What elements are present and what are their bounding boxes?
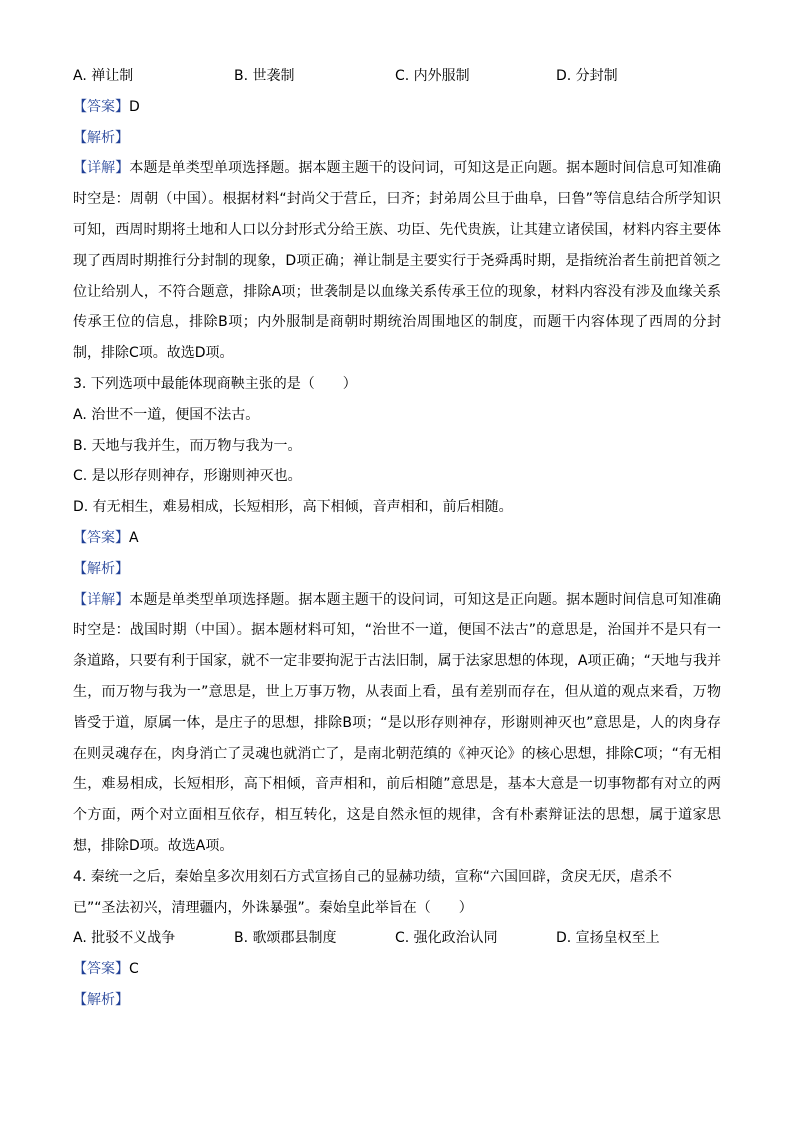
q3-option-a: A. 治世不一道，便国不法古。: [73, 406, 260, 423]
q4-option-b: B. 歌颂郡县制度: [234, 930, 337, 947]
q4-stem-line-2: 已”“圣法初兴，清理疆内，外诛暴强”。秦始皇此举旨在（ ）: [73, 899, 473, 916]
q4-answer: [73, 954, 721, 985]
q2-option-c: C. 内外服制: [395, 68, 470, 84]
q4-option-c: C. 强化政治认同: [395, 930, 498, 947]
q4-options: [73, 923, 721, 954]
q2-detail: [73, 153, 721, 369]
answer-tag: 【答案】: [73, 961, 129, 978]
q3-option-c: C. 是以形存则神存，形谢则神灭也。: [73, 468, 302, 485]
detail-tag: 【详解】: [73, 160, 130, 177]
q4-stem-line-1: 4. 秦统一之后，秦始皇多次用刻石方式宣扬自己的显赫功绩，宣称“六国回辟，贪戾无厌，虐杀不: [73, 868, 673, 885]
q4-option-a: A. 批驳不义战争: [73, 930, 176, 947]
analysis-tag: 【解析】: [73, 991, 129, 1008]
q4-analysis-heading: [73, 985, 721, 1016]
q4-option-d: D. 宣扬皇权至上: [556, 930, 660, 947]
answer-value: C: [129, 961, 139, 978]
analysis-tag: 【解析】: [73, 129, 129, 146]
q3-option-b: B. 天地与我并生，而万物与我为一。: [73, 437, 302, 454]
answer-value: A: [129, 529, 139, 546]
answer-tag: 【答案】: [73, 529, 129, 546]
q2-option-b: B. 世袭制: [234, 68, 295, 84]
detail-tag: 【详解】: [73, 591, 130, 608]
answer-tag: 【答案】: [73, 98, 129, 115]
q2-options: [73, 61, 721, 92]
answer-value: D: [129, 98, 140, 115]
q2-detail-text: 本题是单类型单项选择题。据本题主题干的设问词，可知这是正向题。据本题时间信息可知准确时空是：周朝（中国）。根据材料“封尚父于营丘，曰齐；封弟周公旦于曲阜，曰鲁”等信息结合所学知识可知，西周时期将土地和人口以分封形式分给王族、功臣、先代贵族，让其建立诸侯国，材料内容主要体现了西周时期推行分封制的现象，D项正确；禅让制是主要实行于尧舜禹时期，是指统治者生前把首领之位让给别人，不符合题意，排除A项；世袭制是以血缘关系传承王位的现象，材料内容没有涉及血缘关系传承王位的信息，排除B项；内外服制是商朝时期统治周围地区的制度，而题干内容体现了西周的分封制，排除C项。故选D项。: [73, 160, 722, 362]
q2-analysis-heading: [73, 123, 721, 154]
q2-option-d: D. 分封制: [556, 68, 618, 84]
document-page: [73, 61, 721, 1016]
q3-detail-text: 本题是单类型单项选择题。据本题主题干的设问词，可知这是正向题。据本题时间信息可知准确时空是：战国时期（中国）。据本题材料可知，“治世不一道，便国不法古”的意思是，治国并不是只有一条道路，只要有利于国家，就不一定非要拘泥于古法旧制，属于法家思想的体现，A项正确；“天地与我并生，而万物与我为一”意思是，世上万事万物，从表面上看，虽有差别而存在，但从道的观点来看，万物皆受于道，原属一体，是庄子的思想，排除B项；“是以形存则神存，形谢则神灭也”意思是，人的肉身存在则灵魂存在，肉身消亡了灵魂也就消亡了，是南北朝范缜的《神灭论》的核心思想，排除C项；“有无相生，难易相成，长短相形，高下相倾，音声相和，前后相随”意思是，基本大意是一切事物都有对立的两个方面，两个对立面相互依存，相互转化，这是自然永恒的规律，含有朴素辩证法的思想，属于道家思想，排除D项。故选A项。: [73, 591, 722, 854]
analysis-tag: 【解析】: [73, 560, 129, 577]
q2-option-a: A. 禅让制: [73, 68, 134, 84]
q2-answer: [73, 92, 721, 123]
q3-answer: [73, 523, 721, 554]
q3-stem: 3. 下列选项中最能体现商鞅主张的是（ ）: [73, 375, 357, 392]
q3-analysis-heading: [73, 554, 721, 585]
q3-option-d: D. 有无相生，难易相成，长短相形，高下相倾，音声相和，前后相随。: [73, 499, 513, 516]
q3-detail: [73, 585, 721, 862]
